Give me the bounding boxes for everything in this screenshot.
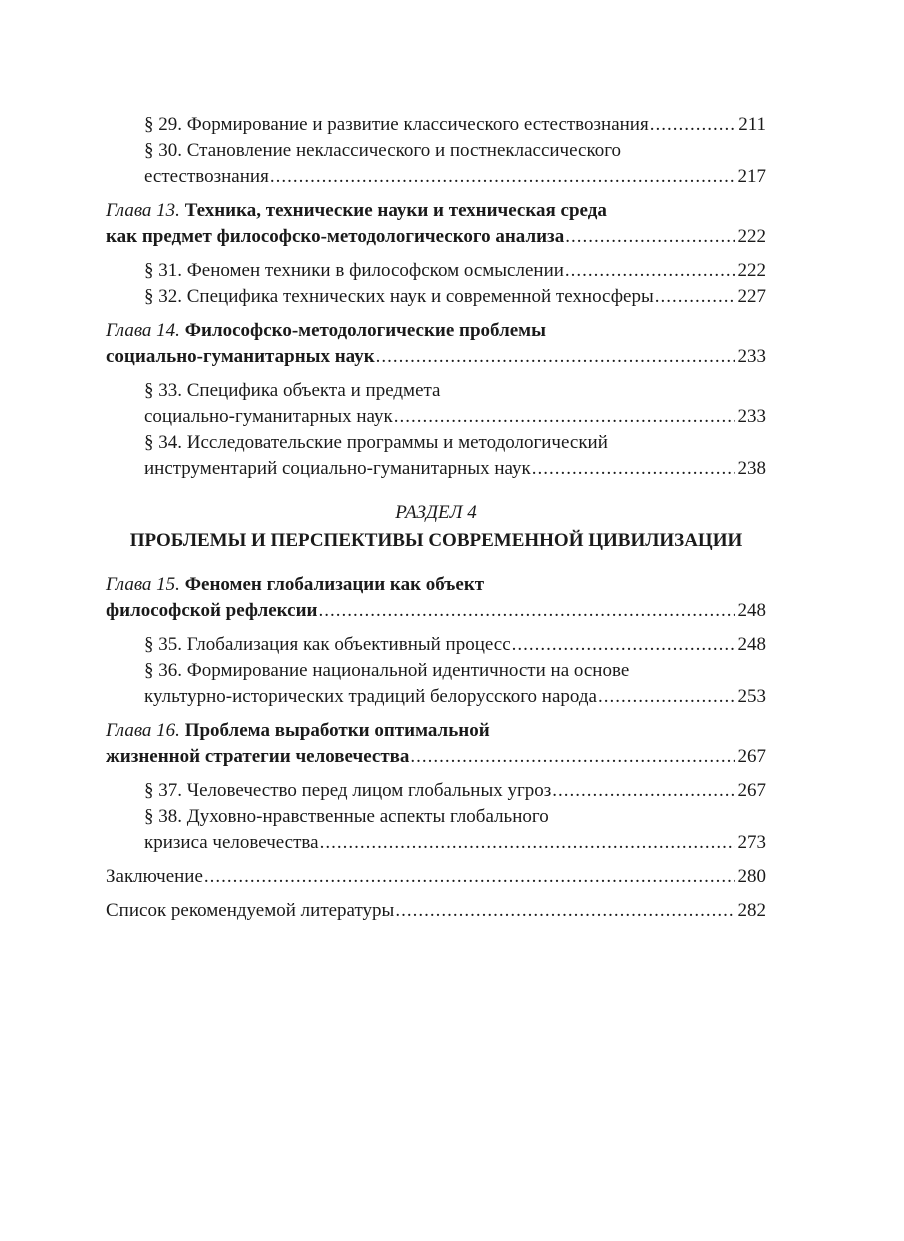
toc-entry-title: § 37. Человечество перед лицом глобальных угроз	[144, 780, 552, 801]
toc-page-number: 222	[737, 226, 766, 247]
toc-entry-34	[106, 456, 766, 482]
toc-entry-36-line1: § 36. Формирование национальной идентичности на основе	[144, 660, 630, 681]
chapter-title: Феномен глобализации как объект	[184, 574, 485, 595]
dot-leader	[395, 898, 735, 924]
toc-page-number: 248	[737, 600, 766, 621]
dot-leader	[512, 632, 735, 658]
chapter-prefix: Глава 16.	[106, 720, 180, 741]
dot-leader	[204, 864, 735, 890]
toc-entry-title: инструментарий социально-гуманитарных наук	[144, 458, 531, 479]
toc-entry-title: § 32. Специфика технических наук и современной техносферы	[144, 286, 654, 307]
toc-entry-38-line1: § 38. Духовно-нравственные аспекты глобального	[144, 806, 549, 827]
chapter-prefix: Глава 14.	[106, 320, 180, 341]
toc-page-number: 222	[737, 260, 766, 281]
chapter-title: Техника, технические науки и техническая среда	[184, 200, 607, 221]
toc-entry-30-line1: § 30. Становление неклассического и постнеклассического	[144, 140, 622, 161]
toc-entry-title: естествознания	[144, 166, 269, 187]
section-title: ПРОБЛЕМЫ И ПЕРСПЕКТИВЫ СОВРЕМЕННОЙ ЦИВИЛИЗАЦИИ	[129, 530, 743, 551]
toc-entry-title: кризиса человечества	[144, 832, 319, 853]
section-label: РАЗДЕЛ 4	[395, 502, 477, 523]
dot-leader	[650, 112, 735, 138]
dot-leader	[598, 684, 735, 710]
toc-entry-title: Заключение	[106, 866, 203, 887]
chapter-14	[106, 344, 766, 370]
toc-page-number: 238	[737, 458, 766, 479]
dot-leader	[552, 778, 735, 804]
chapter-title: философской рефлексии	[106, 600, 318, 621]
dot-leader	[565, 258, 735, 284]
chapter-14-line1	[106, 318, 766, 344]
chapter-title: как предмет философско-методологического анализа	[106, 226, 565, 247]
dot-leader	[320, 830, 735, 856]
toc-page-number: 211	[738, 114, 766, 135]
table-of-contents	[106, 112, 766, 924]
toc-entry-30	[106, 164, 766, 190]
toc-page-number: 273	[737, 832, 766, 853]
dot-leader	[318, 598, 735, 624]
toc-page-number: 282	[737, 900, 766, 921]
toc-entry-33-line1: § 33. Специфика объекта и предмета	[144, 380, 441, 401]
chapter-prefix: Глава 13.	[106, 200, 180, 221]
chapter-15-line1	[106, 572, 766, 598]
chapter-13-line1	[106, 198, 766, 224]
toc-entry-29	[106, 112, 766, 138]
dot-leader	[410, 744, 735, 770]
toc-entry-36	[106, 684, 766, 710]
dot-leader	[532, 456, 735, 482]
toc-entry-38	[106, 830, 766, 856]
toc-entry-31	[106, 258, 766, 284]
dot-leader	[655, 284, 735, 310]
toc-page-number: 227	[737, 286, 766, 307]
dot-leader	[376, 344, 735, 370]
toc-entry-conclusion	[106, 864, 766, 890]
toc-entry-bibliography	[106, 898, 766, 924]
toc-entry-title: Список рекомендуемой литературы	[106, 900, 395, 921]
chapter-13	[106, 224, 766, 250]
toc-page-number: 233	[737, 406, 766, 427]
chapter-title: Проблема выработки оптимальной	[184, 720, 490, 741]
toc-entry-title: социально-гуманитарных наук	[144, 406, 393, 427]
toc-entry-33	[106, 404, 766, 430]
toc-page-number: 280	[737, 866, 766, 887]
dot-leader	[565, 224, 735, 250]
chapter-title: жизненной стратегии человечества	[106, 746, 410, 767]
toc-entry-32	[106, 284, 766, 310]
toc-entry-title: культурно-исторических традиций белорусского народа	[144, 686, 597, 707]
toc-entry-34-line1: § 34. Исследовательские программы и методологический	[144, 432, 608, 453]
toc-entry-title: § 31. Феномен техники в философском осмыслении	[144, 260, 564, 281]
chapter-title: Философско-методологические проблемы	[184, 320, 546, 341]
toc-page-number: 233	[737, 346, 766, 367]
dot-leader	[394, 404, 735, 430]
dot-leader	[270, 164, 735, 190]
toc-page-number: 217	[737, 166, 766, 187]
chapter-title: социально-гуманитарных наук	[106, 346, 375, 367]
toc-page-number: 267	[737, 746, 766, 767]
toc-entry-35	[106, 632, 766, 658]
chapter-15	[106, 598, 766, 624]
toc-entry-37	[106, 778, 766, 804]
toc-page-number: 248	[737, 634, 766, 655]
toc-entry-title: § 35. Глобализация как объективный процесс	[144, 634, 511, 655]
toc-page-number: 267	[737, 780, 766, 801]
chapter-16	[106, 744, 766, 770]
toc-page-number: 253	[737, 686, 766, 707]
chapter-16-line1	[106, 718, 766, 744]
chapter-prefix: Глава 15.	[106, 574, 180, 595]
toc-entry-title: § 29. Формирование и развитие классического естествознания	[144, 114, 649, 135]
